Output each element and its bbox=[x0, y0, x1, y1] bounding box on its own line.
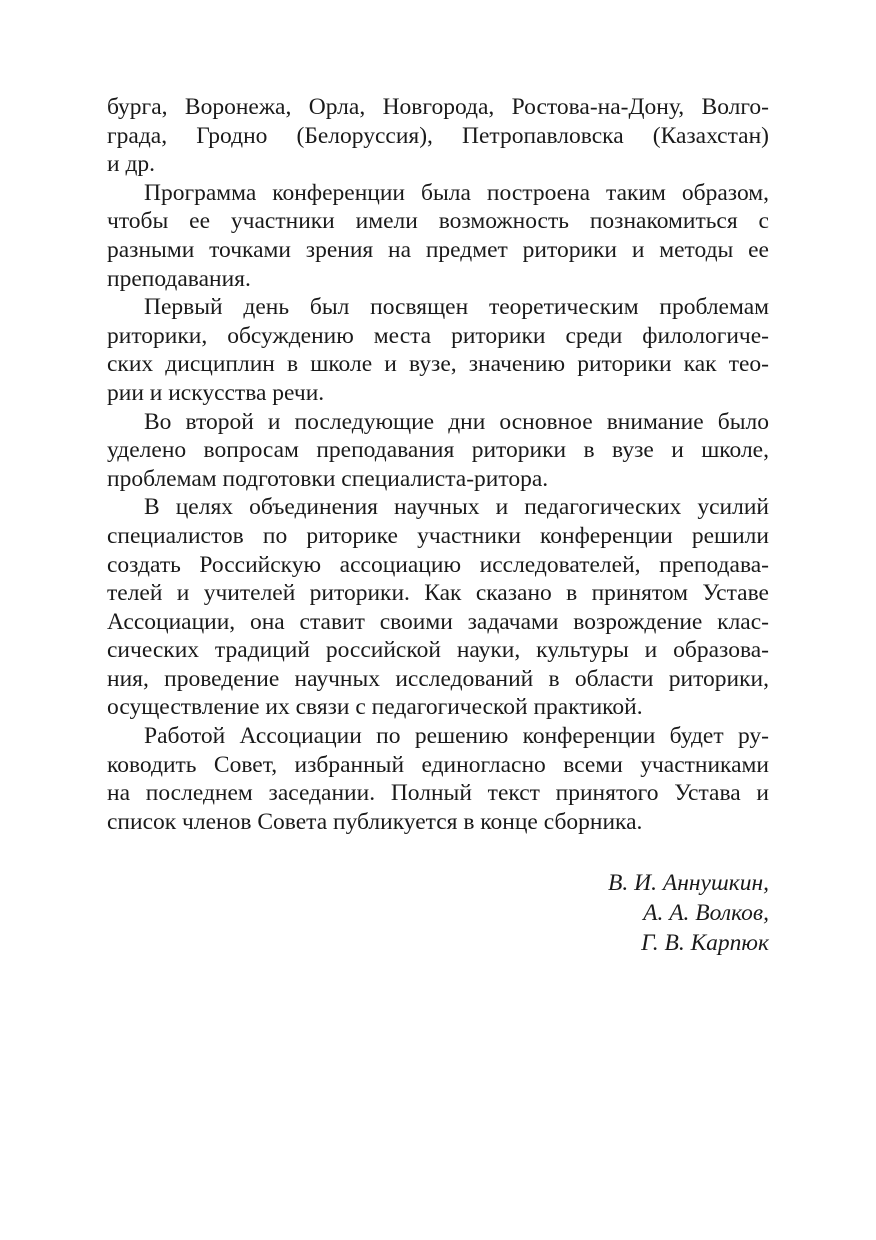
text-line: ния, проведение научных исследований в области риторики, bbox=[107, 665, 769, 692]
paragraph-1 bbox=[107, 93, 769, 179]
text-line: бурга, Воронежа, Орла, Новгорода, Ростова-на-Дону, Волго- bbox=[107, 94, 769, 120]
text-line: специалистов по риторике участники конференции решили bbox=[107, 522, 769, 549]
paragraph-6 bbox=[107, 722, 769, 836]
text-line: осуществление их связи с педагогической практикой. bbox=[107, 694, 643, 721]
author-name: В. И. Аннушкин, bbox=[608, 870, 769, 896]
text-line: ских дисциплин в школе и вузе, значению риторики как тео- bbox=[107, 351, 769, 378]
text-line: Ассоциации, она ставит своими задачами возрождение клас- bbox=[107, 608, 769, 635]
article-body bbox=[107, 93, 769, 836]
text-line: Программа конференции была построена таким образом, bbox=[144, 179, 769, 206]
author-name: А. А. Волков, bbox=[643, 900, 769, 926]
text-line: создать Российскую ассоциацию исследователей, преподава- bbox=[107, 551, 769, 578]
text-line: риторики, обсуждению места риторики среди филологиче- bbox=[107, 322, 769, 349]
text-line: рии и искусства речи. bbox=[107, 379, 325, 406]
text-line: на последнем заседании. Полный текст принятого Устава и bbox=[107, 780, 769, 807]
text-line: уделено вопросам преподавания риторики в вузе и школе, bbox=[107, 437, 769, 464]
paragraph-3 bbox=[107, 293, 769, 407]
paragraph-2 bbox=[107, 179, 769, 293]
text-line: сических традиций российской науки, культуры и образова- bbox=[107, 637, 769, 664]
text-line: чтобы ее участники имели возможность познакомиться с bbox=[107, 208, 769, 235]
text-line: преподавания. bbox=[107, 265, 251, 292]
text-line: разными точками зрения на предмет риторики и методы ее bbox=[107, 236, 769, 263]
paragraph-5 bbox=[107, 493, 769, 722]
text-line: телей и учителей риторики. Как сказано в принятом Уставе bbox=[107, 580, 769, 607]
text-line: ководить Совет, избранный единогласно всеми участниками bbox=[107, 751, 769, 778]
text-line: список членов Совета публикуется в конце сборника. bbox=[107, 808, 643, 835]
text-line: Первый день был посвящен теоретическим проблемам bbox=[144, 294, 769, 321]
text-line: и др. bbox=[107, 151, 156, 178]
author-name: Г. В. Карпюк bbox=[641, 930, 769, 956]
text-line: Работой Ассоциации по решению конференции будет ру- bbox=[144, 723, 769, 750]
text-line: В целях объединения научных и педагогических усилий bbox=[144, 494, 769, 521]
paragraph-4 bbox=[107, 408, 769, 494]
text-line: града, Гродно (Белоруссия), Петропавловска (Казахстан) bbox=[107, 122, 769, 149]
text-line: проблемам подготовки специалиста-ритора. bbox=[107, 465, 549, 492]
text-line: Во второй и последующие дни основное внимание было bbox=[144, 408, 769, 435]
author-signatures bbox=[608, 868, 769, 958]
